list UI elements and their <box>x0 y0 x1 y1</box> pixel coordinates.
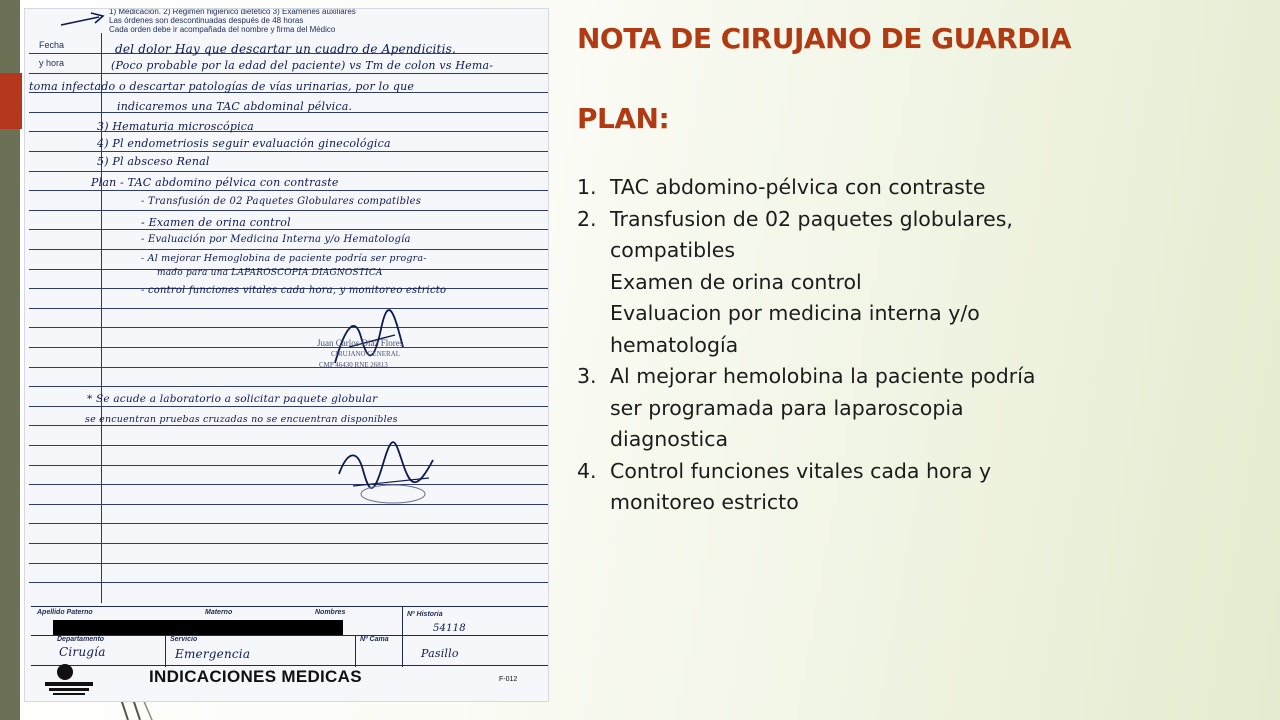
handwriting-line: Plan - TAC abdomino pélvica con contraste <box>91 176 339 189</box>
time-label: y hora <box>39 58 65 68</box>
plan-item-line: compatibles <box>610 238 736 262</box>
handwriting-line: indicaremos una TAC abdominal pélvica. <box>117 100 353 113</box>
handwriting-line: se encuentran pruebas cruzadas no se encuentran disponibles <box>85 414 398 425</box>
plan-item-number: 3. <box>577 364 597 388</box>
handwriting-line: (Poco probable por la edad del paciente) vs Tm de colon vs Hema- <box>111 59 494 72</box>
plan-item-line: ser programada para laparoscopia <box>610 395 964 420</box>
footer-label-department: Departamento <box>57 636 105 643</box>
footer-label-names: Nombres <box>315 609 346 616</box>
plan-item <box>577 456 1217 519</box>
footer-label-bed: Nº Cama <box>360 636 389 643</box>
form-title: INDICACIONES MEDICAS <box>149 667 362 686</box>
plan-item-number: 1. <box>577 175 597 199</box>
ruled-line <box>29 484 548 485</box>
ruled-line <box>29 386 548 387</box>
date-label: Fecha <box>39 40 65 50</box>
arrow-scribble-icon <box>59 11 109 29</box>
footer-label-paternal: Apellido Paterno <box>37 609 93 616</box>
form-margin-line <box>101 33 102 603</box>
ruled-line <box>29 229 548 230</box>
ruled-line <box>29 249 548 250</box>
form-code: F-012 <box>499 676 518 683</box>
accent-tab <box>0 73 22 129</box>
plan-item-line: Transfusion de 02 paquetes globulares, <box>610 206 1013 231</box>
bed-value: Pasillo <box>421 647 459 660</box>
footer-label-history: Nº Historia <box>407 611 443 618</box>
footer-divider <box>31 635 548 636</box>
footer-label-service: Servicio <box>170 636 198 643</box>
ruled-line <box>29 445 548 446</box>
plan-item <box>577 361 1217 456</box>
plan-item <box>577 204 1217 362</box>
handwriting-line: - Al mejorar Hemoglobina de paciente podría ser progra- <box>141 253 427 264</box>
plan-item <box>577 172 1217 204</box>
history-number: 54118 <box>433 623 466 634</box>
ruled-line <box>29 504 548 505</box>
handwriting-line: 4) Pl endometriosis seguir evaluación ginecológica <box>97 137 391 150</box>
ruled-line <box>29 327 548 328</box>
stamp-number: CMP 46430 RNE 26813 <box>319 361 388 369</box>
ruled-line <box>29 73 548 74</box>
ruled-line <box>29 543 548 544</box>
ruled-line <box>29 308 548 309</box>
ruled-line <box>29 367 548 368</box>
plan-item-line: Examen de orina control <box>610 269 862 294</box>
scanned-medical-form <box>25 9 548 701</box>
handwriting-line: 3) Hematuria microscópica <box>97 120 254 133</box>
footer-divider <box>165 635 166 667</box>
department-value: Cirugía <box>59 645 106 659</box>
plan-item-line: Al mejorar hemolobina la paciente podría <box>610 364 1036 388</box>
footer-divider <box>31 665 548 666</box>
ruled-line <box>29 406 548 407</box>
form-header-line: 1) Medicación. 2) Régimen higiénico dietético 3) Exámenes auxiliares <box>109 9 356 16</box>
ruled-line <box>29 523 548 524</box>
ruled-line <box>29 171 548 172</box>
handwriting-line: - Evaluación por Medicina Interna y/o Hematología <box>141 234 411 245</box>
hospital-logo-icon <box>43 663 97 701</box>
plan-item-line: diagnostica <box>610 427 729 451</box>
form-header-line: Cada orden debe ir acompañada del nombre y firma del Médico <box>109 25 336 34</box>
footer-label-maternal: Materno <box>205 609 233 616</box>
plan-item-line: Evaluacion por medicina interna y/o <box>610 301 980 325</box>
handwriting-line: 5) Pl absceso Renal <box>97 155 210 168</box>
ruled-line <box>29 151 548 152</box>
handwriting-line: mado para una LAPAROSCOPIA DIAGNOSTICA <box>157 268 383 278</box>
stamp-name: Juan Carlos Diaz Flores <box>317 338 404 348</box>
handwriting-line: toma infectado o descartar patologías de vías urinarias, por lo que <box>29 80 415 93</box>
ruled-line <box>29 465 548 466</box>
slide-title: NOTA DE CIRUJANO DE GUARDIA <box>577 22 1072 55</box>
handwriting-line: * Se acude a laboratorio a solicitar paquete globular <box>87 393 378 405</box>
ruled-line <box>29 563 548 564</box>
ruled-line <box>29 190 548 191</box>
form-header-line: Las órdenes son descontinuadas después de 48 horas <box>109 16 304 25</box>
plan-list <box>577 172 1217 519</box>
redaction-bar <box>53 620 343 636</box>
handwriting-line: del dolor Hay que descartar un cuadro de Apendicitis. <box>115 42 456 56</box>
plan-item-line: monitoreo estricto <box>610 490 799 514</box>
plan-item-number: 2. <box>577 206 597 231</box>
footer-divider <box>31 606 548 607</box>
service-value: Emergencia <box>175 647 251 661</box>
ruled-line <box>29 347 548 348</box>
stamp-title: CIRUJANO GENERAL <box>331 350 401 358</box>
plan-item-line: Control funciones vitales cada hora y <box>610 458 992 483</box>
handwriting-line: - Examen de orina control <box>141 216 291 229</box>
handwriting-line: - control funciones vitales cada hora, y monitoreo estricto <box>141 285 447 296</box>
plan-item-line: hematología <box>610 332 739 357</box>
footer-divider <box>402 607 403 667</box>
plan-item-number: 4. <box>577 458 597 483</box>
plan-heading: PLAN: <box>577 102 670 135</box>
ruled-line <box>29 425 548 426</box>
signature-icon <box>333 434 443 514</box>
plan-item-line: TAC abdomino-pélvica con contraste <box>610 175 986 199</box>
ruled-line <box>29 582 548 583</box>
handwriting-line: - Transfusión de 02 Paquetes Globulares compatibles <box>141 196 422 207</box>
ruled-line <box>29 210 548 211</box>
footer-divider <box>355 635 356 667</box>
